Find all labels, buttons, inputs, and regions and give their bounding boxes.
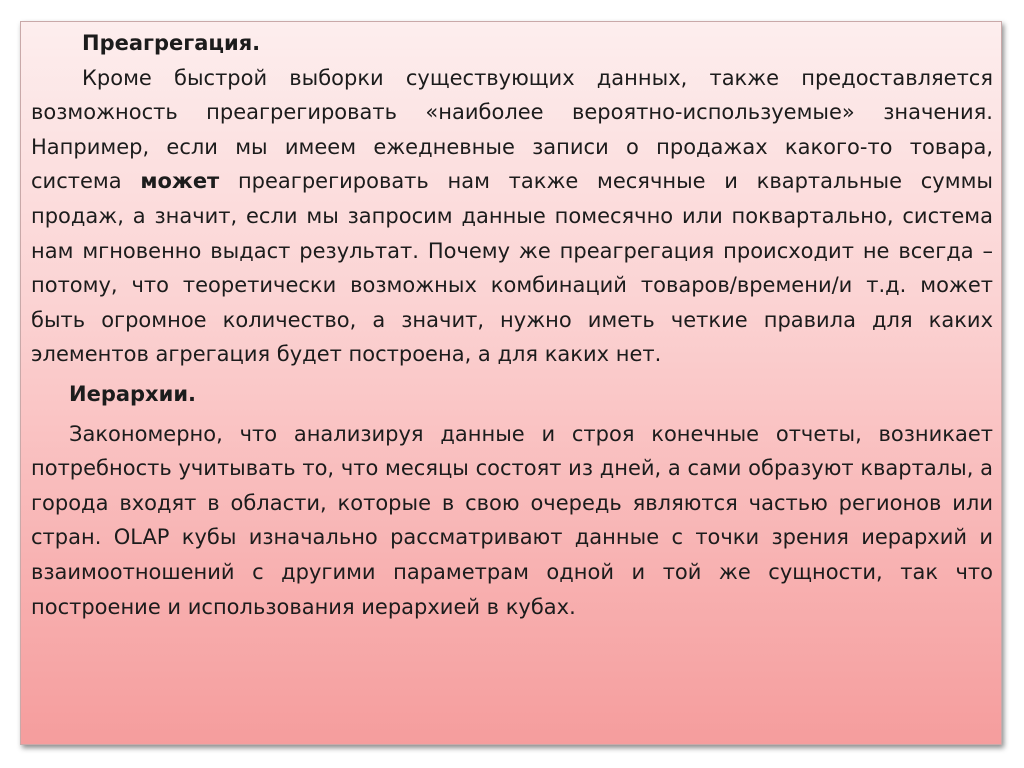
- paragraph-preaggregation-part2: преагрегировать нам также месячные и квартальные суммы продаж, а значит, если мы запросим данные помесячно или поквартально, система нам мгновенно выдаст результат. Почему же преагрегация происходит не всегда – потому, что теоретически возможных комбинаций товаров/времени/и т.д. может быть огромное количество, а значит, нужно иметь четкие правила для каких элементов агрегация будет построена, а для каких нет.: [31, 169, 994, 367]
- heading-hierarchies: Иерархии.: [69, 381, 197, 406]
- paragraph-preaggregation: [31, 61, 993, 372]
- paragraph-preaggregation-bold: может: [140, 169, 220, 194]
- paragraph-preaggregation-part1: Кроме быстрой выборки существующих данных, также предоставляется возможность преагрегировать «наиболее вероятно-используемые» значения. Например, если мы имеем ежедневные записи о продажах какого-то товара, система: [31, 65, 993, 194]
- paragraph-hierarchies: Закономерно, что анализируя данные и строя конечные отчеты, возникает потребность учитывать то, что месяцы состоят из дней, а сами образуют кварталы, а города входят в области, которые в свою очередь являются частью регионов или стран. OLAP кубы изначально рассматривают данные с точки зрения иерархий и взаимоотношений с другими параметрам одной и той же сущности, так что построение и использования иерархией в кубах.: [31, 421, 993, 619]
- text-content: [31, 26, 993, 624]
- slide-background: [20, 21, 1002, 745]
- heading-preaggregation: Преагрегация.: [82, 31, 261, 55]
